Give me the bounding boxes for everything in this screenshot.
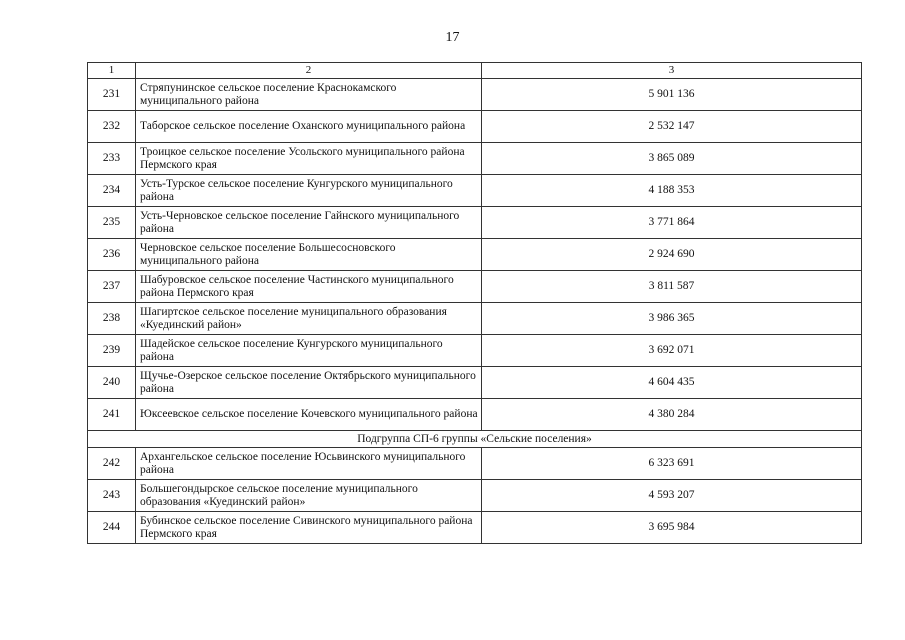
row-number: 241	[88, 399, 136, 431]
row-number: 244	[88, 512, 136, 544]
row-name: Усть-Черновское сельское поселение Гайнского муниципального района	[136, 207, 482, 239]
row-value: 3 811 587	[482, 271, 862, 303]
row-number: 243	[88, 480, 136, 512]
row-number: 240	[88, 367, 136, 399]
row-value: 4 604 435	[482, 367, 862, 399]
row-value: 3 771 864	[482, 207, 862, 239]
row-name: Юксеевское сельское поселение Кочевского муниципального района	[136, 399, 482, 431]
table-row	[88, 79, 862, 111]
table-row	[88, 111, 862, 143]
row-value: 4 593 207	[482, 480, 862, 512]
row-number: 239	[88, 335, 136, 367]
table-row	[88, 448, 862, 480]
table-row	[88, 399, 862, 431]
row-name: Таборское сельское поселение Оханского муниципального района	[136, 111, 482, 143]
row-number: 238	[88, 303, 136, 335]
table-row	[88, 335, 862, 367]
row-number: 236	[88, 239, 136, 271]
row-value: 5 901 136	[482, 79, 862, 111]
table-row	[88, 303, 862, 335]
row-name: Черновское сельское поселение Большесосновского муниципального района	[136, 239, 482, 271]
row-name: Троицкое сельское поселение Усольского муниципального района Пермского края	[136, 143, 482, 175]
header-col-2: 2	[136, 63, 482, 79]
row-name: Стряпунинское сельское поселение Краснокамского муниципального района	[136, 79, 482, 111]
row-name: Архангельское сельское поселение Юсьвинского муниципального района	[136, 448, 482, 480]
row-name: Усть-Турское сельское поселение Кунгурского муниципального района	[136, 175, 482, 207]
row-value: 3 692 071	[482, 335, 862, 367]
row-value: 4 380 284	[482, 399, 862, 431]
table-row	[88, 480, 862, 512]
table-row	[88, 367, 862, 399]
row-name: Шабуровское сельское поселение Частинского муниципального района Пермского края	[136, 271, 482, 303]
row-name: Шадейское сельское поселение Кунгурского муниципального района	[136, 335, 482, 367]
row-value: 6 323 691	[482, 448, 862, 480]
header-col-1: 1	[88, 63, 136, 79]
row-number: 235	[88, 207, 136, 239]
row-number: 231	[88, 79, 136, 111]
subgroup-title: Подгруппа СП-6 группы «Сельские поселения»	[88, 431, 862, 448]
table-row	[88, 207, 862, 239]
row-value: 4 188 353	[482, 175, 862, 207]
row-value: 3 695 984	[482, 512, 862, 544]
header-col-3: 3	[482, 63, 862, 79]
table-row	[88, 143, 862, 175]
row-name: Щучье-Озерское сельское поселение Октябрьского муниципального района	[136, 367, 482, 399]
table-header-row	[88, 63, 862, 79]
municipal-table	[87, 62, 862, 544]
subgroup-row	[88, 431, 862, 448]
row-number: 232	[88, 111, 136, 143]
row-value: 3 986 365	[482, 303, 862, 335]
table-row	[88, 175, 862, 207]
table-row	[88, 271, 862, 303]
table-row	[88, 239, 862, 271]
row-name: Шагиртское сельское поселение муниципального образования «Куединский район»	[136, 303, 482, 335]
table-row	[88, 512, 862, 544]
row-number: 234	[88, 175, 136, 207]
row-number: 242	[88, 448, 136, 480]
row-value: 3 865 089	[482, 143, 862, 175]
row-value: 2 924 690	[482, 239, 862, 271]
row-name: Бубинское сельское поселение Сивинского муниципального района Пермского края	[136, 512, 482, 544]
row-number: 237	[88, 271, 136, 303]
row-name: Большегондырское сельское поселение муниципального образования «Куединский район»	[136, 480, 482, 512]
row-number: 233	[88, 143, 136, 175]
page-number: 17	[445, 30, 460, 45]
row-value: 2 532 147	[482, 111, 862, 143]
